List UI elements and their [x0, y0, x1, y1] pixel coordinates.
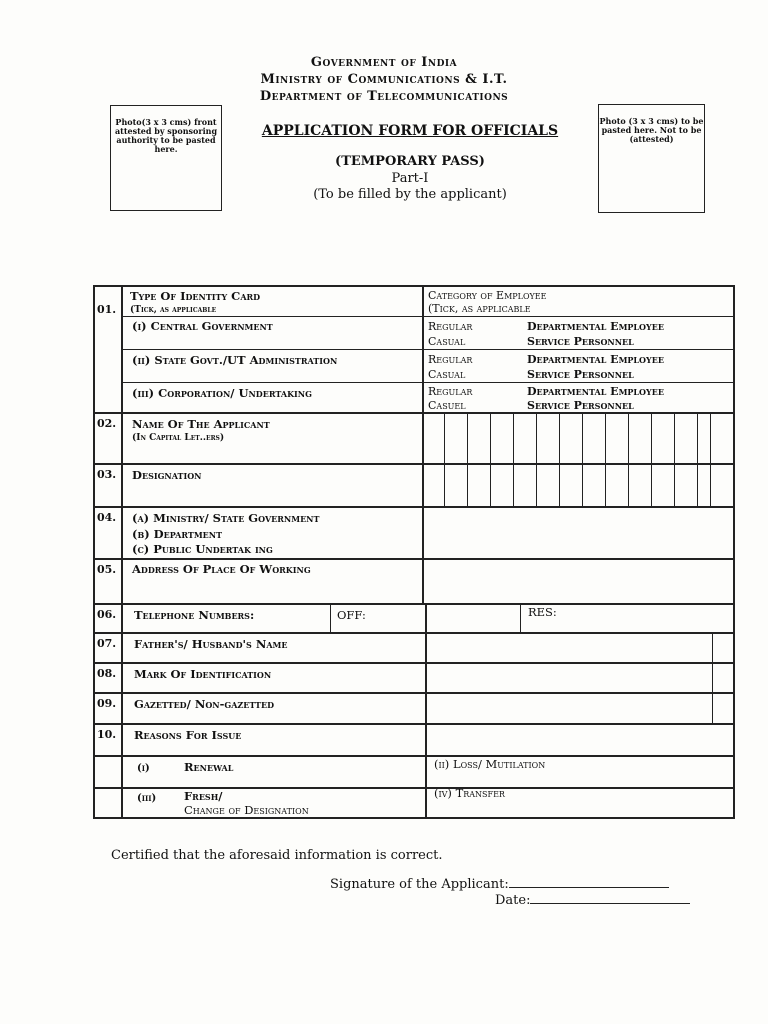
row-08-number: 08. [97, 667, 117, 680]
header-line-3: Department of Telecommunications [259, 89, 509, 104]
row-10-number: 10. [97, 728, 117, 741]
row-04-public-undertaking: (c) Public Undertak ing [132, 542, 273, 556]
row-03-label: Designation [132, 468, 202, 482]
form-title: APPLICATION FORM FOR OFFICIALS [261, 123, 559, 139]
row-09-number: 09. [97, 697, 117, 710]
row-07-label: Father's/ Husband's Name [134, 637, 288, 651]
row-02-number: 02. [97, 417, 117, 430]
date-label: Date: [495, 893, 531, 908]
telephone-office-field[interactable] [370, 605, 518, 631]
category-label: Category of Employee [428, 289, 547, 302]
identification-mark-field[interactable] [427, 664, 732, 691]
row-02-label: Name Of The Applicant [132, 417, 270, 431]
telephone-off-label: OFF: [337, 608, 366, 622]
telephone-res-label: RES: [528, 605, 557, 619]
signature-field[interactable] [509, 877, 669, 888]
signature-row [330, 877, 669, 892]
applicant-name-field[interactable] [423, 413, 733, 507]
row-10-label: Reasons For Issue [134, 728, 242, 742]
reason-renewal[interactable]: Renewal [184, 760, 234, 774]
option-3-service[interactable]: Service Personnel [527, 399, 634, 412]
row-09-label: Gazetted/ Non-gazetted [134, 697, 275, 711]
option-3-casual[interactable]: Casuel [428, 399, 466, 412]
row-04-department: (b) Department [132, 527, 223, 541]
row-06-label: Telephone Numbers: [134, 608, 255, 622]
photo-box-right-text: Photo (3 x 3 cms) to be pasted here. Not to be (attested) [599, 116, 704, 144]
reason-change-designation[interactable]: Change of Designation [184, 803, 309, 817]
row-08-label: Mark Of Identification [134, 667, 272, 681]
row-05-number: 05. [97, 563, 117, 576]
gazetted-field[interactable] [427, 694, 732, 722]
photo-box-left [110, 105, 222, 211]
option-1-regular[interactable]: Regular [428, 320, 473, 333]
row-04-number: 04. [97, 511, 117, 524]
ministry-field[interactable] [423, 508, 733, 558]
option-2-casual[interactable]: Casual [428, 368, 466, 381]
row-01-number: 01. [97, 303, 117, 316]
reason-transfer[interactable]: (iv) Transfer [434, 786, 505, 800]
date-row [495, 893, 690, 908]
option-3-regular[interactable]: Regular [428, 385, 473, 398]
row-01-label: Type Of Identity Card [130, 289, 261, 303]
row-06-number: 06. [97, 608, 117, 621]
option-state-govt[interactable]: (ii) State Govt./UT Administration [132, 353, 338, 367]
header-line-2: Ministry of Communications & I.T. [260, 72, 508, 87]
telephone-residence-field[interactable] [560, 605, 730, 631]
certification-text: Certified that the aforesaid information is correct. [111, 848, 443, 863]
option-1-casual[interactable]: Casual [428, 335, 466, 348]
photo-box-right [598, 104, 705, 213]
option-central-government[interactable]: (i) Central Government [132, 319, 273, 333]
photo-box-left-text: Photo(3 x 3 cms) front attested by sponsoring authority to be pasted here. [114, 117, 218, 154]
row-05-label: Address Of Place Of Working [132, 562, 311, 576]
option-2-regular[interactable]: Regular [428, 353, 473, 366]
address-field[interactable] [423, 560, 733, 603]
option-3-departmental[interactable]: Departmental Employee [527, 385, 664, 398]
option-1-departmental[interactable]: Departmental Employee [527, 320, 664, 333]
row-07-number: 07. [97, 637, 117, 650]
option-2-departmental[interactable]: Departmental Employee [527, 353, 664, 366]
option-corporation[interactable]: (iii) Corporation/ Undertaking [132, 386, 312, 400]
option-1-service[interactable]: Service Personnel [527, 335, 634, 348]
category-sublabel: (Tick, as applicable [428, 302, 531, 315]
reason-loss-mutilation[interactable]: (ii) Loss/ Mutilation [434, 757, 546, 771]
reason-iii-marker: (iii) [137, 793, 157, 804]
signature-label: Signature of the Applicant: [330, 877, 509, 892]
row-03-number: 03. [97, 468, 117, 481]
instruction: (To be filled by the applicant) [313, 187, 507, 202]
row-01-sublabel: (Tick, as applicable [130, 305, 217, 315]
option-2-service[interactable]: Service Personnel [527, 368, 634, 381]
reason-fresh[interactable]: Fresh/ [184, 789, 223, 803]
row-02-sublabel: (In Capital Let..ers) [132, 433, 225, 443]
reason-i-marker: (i) [137, 763, 150, 774]
date-field[interactable] [530, 893, 690, 904]
pass-type: (TEMPORARY PASS) [335, 154, 485, 169]
header-line-1: Government of India [310, 55, 458, 70]
father-husband-name-field[interactable] [427, 634, 732, 661]
row-04-ministry: (a) Ministry/ State Government [132, 511, 320, 525]
part-label: Part-I [391, 171, 429, 186]
